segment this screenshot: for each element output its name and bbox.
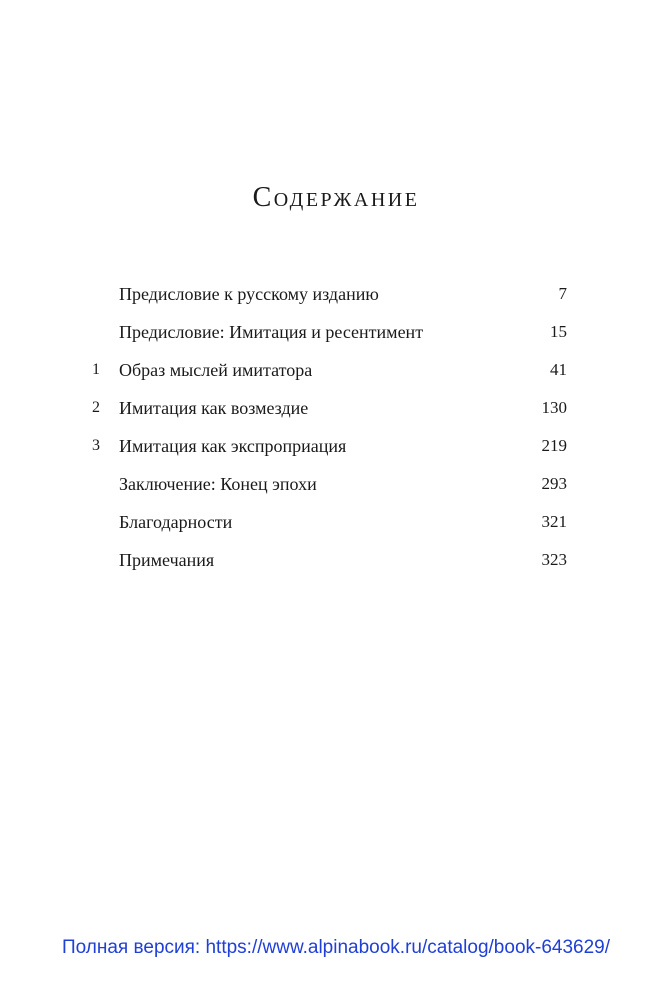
toc-entry <box>0 548 672 586</box>
toc-entry-title: Предисловие к русскому изданию <box>119 284 379 304</box>
toc-entry-title: Заключение: Конец эпохи <box>119 474 317 494</box>
toc-chapter-number: 1 <box>92 361 100 378</box>
toc-entry <box>0 282 672 320</box>
toc-entry <box>0 396 672 434</box>
toc-page-number: 130 <box>541 398 567 417</box>
toc-entry-title: Образ мыслей имитатора <box>119 360 313 380</box>
toc-page-number: 15 <box>550 322 567 341</box>
full-version-link[interactable]: Полная версия: https://www.alpinabook.ru/catalog/book-643629/ <box>61 937 611 958</box>
toc-page-number: 321 <box>541 512 567 531</box>
toc-entry-title: Примечания <box>119 550 215 570</box>
table-of-contents <box>0 282 672 586</box>
toc-chapter-number: 2 <box>92 399 100 416</box>
toc-page-number: 7 <box>558 284 567 303</box>
toc-entry-title: Имитация как экспроприация <box>119 436 347 456</box>
toc-entry <box>0 510 672 548</box>
toc-page-number: 323 <box>541 550 567 569</box>
toc-entry-title: Предисловие: Имитация и ресентимент <box>119 322 424 342</box>
toc-page-number: 41 <box>550 360 567 379</box>
toc-page-number: 293 <box>541 474 567 493</box>
toc-entry-title: Имитация как возмездие <box>119 398 309 418</box>
page-title: Содержание <box>252 182 420 213</box>
toc-page-number: 219 <box>541 436 567 455</box>
toc-entry <box>0 358 672 396</box>
toc-entry <box>0 434 672 472</box>
toc-entry <box>0 320 672 358</box>
toc-entry <box>0 472 672 510</box>
toc-chapter-number: 3 <box>92 437 100 454</box>
toc-entry-title: Благодарности <box>119 512 233 532</box>
